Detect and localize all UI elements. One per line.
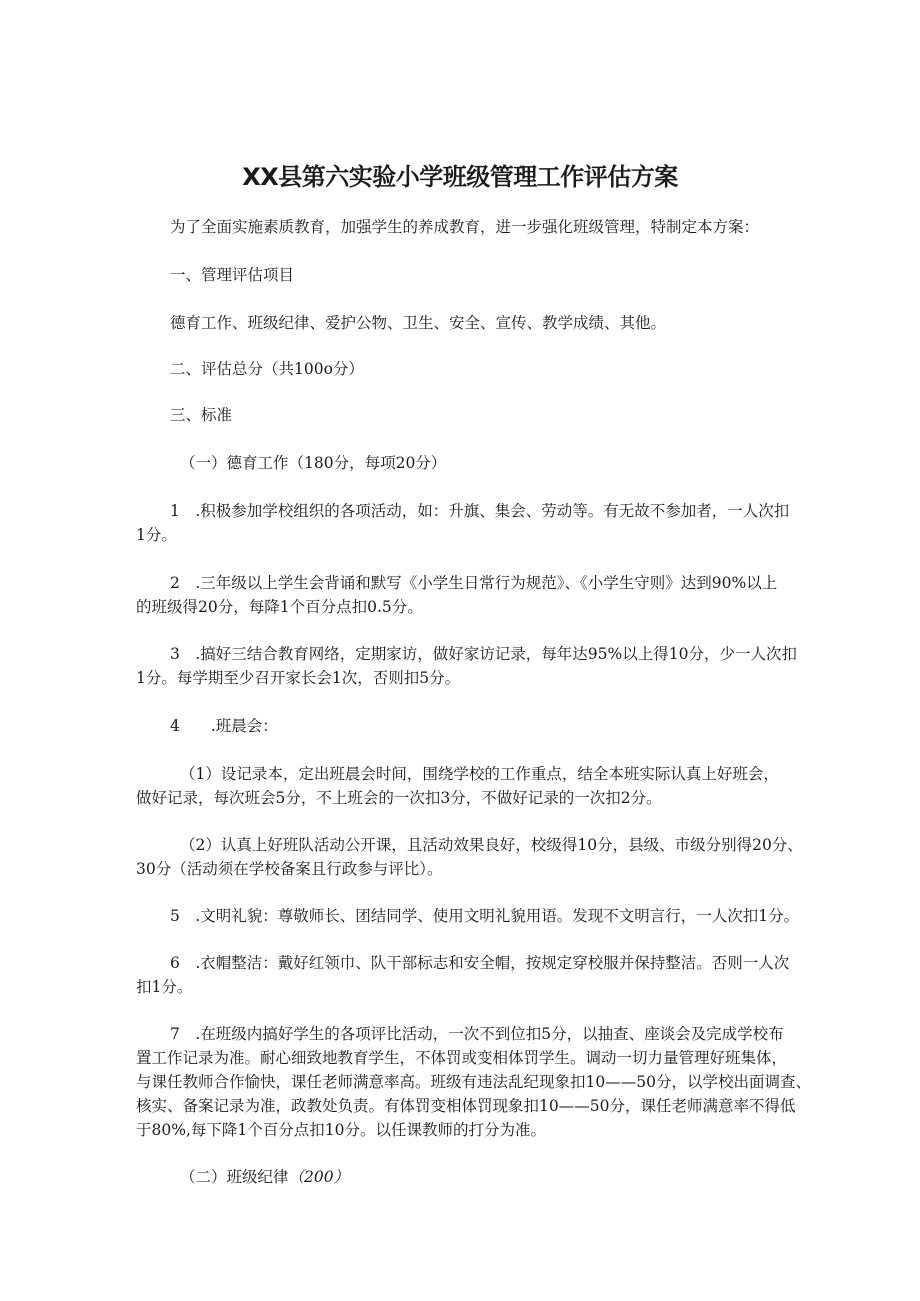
item-2-line-2: 的班级得20分，每降1个百分点扣0.5分。 xyxy=(136,598,423,616)
item-4-2 xyxy=(136,833,804,881)
item-3-line-1: 3 .搞好三结合教育网络，定期家访，做好家访记录，每年达95%以上得10分，少一人次扣 xyxy=(170,645,797,663)
item-6-line-2: 扣1分。 xyxy=(136,978,193,996)
item-7-line-3: 与课任教师合作愉快，课任老师满意率高。班级有违法乱纪现象扣10——50分，以学校出面调查、 xyxy=(136,1073,811,1091)
section-1-heading: 一、管理评估项目 xyxy=(170,266,295,284)
item-3-line-2: 1分。每学期至少召开家长会1次，否则扣5分。 xyxy=(136,669,461,687)
section-3-heading: 三、标准 xyxy=(170,406,233,424)
subsection-1-heading: （一）德育工作（180分，每项20分） xyxy=(180,454,447,472)
item-1-line-1: 1 .积极参加学校组织的各项活动，如：升旗、集会、劳动等。有无故不参加者，一人次扣 xyxy=(170,502,790,520)
intro-paragraph: 为了全面实施素质教育，加强学生的养成教育，进一步强化班级管理，特制定本方案： xyxy=(170,218,760,236)
section-1-items: 德育工作、班级纪律、爱护公物、卫生、安全、宣传、教学成绩、其他。 xyxy=(170,314,667,332)
item-7 xyxy=(136,1022,811,1142)
subsection-2-heading xyxy=(180,1165,349,1189)
subsection-2-heading-text: （二）班级纪律 xyxy=(180,1168,289,1186)
item-6 xyxy=(136,951,794,999)
item-4-1-line-2: 做好记录，每次班会5分，不上班会的一次扣3分，不做好记录的一次扣2分。 xyxy=(136,789,662,807)
item-7-line-5: 于80%,每下降1个百分点扣10分。以任课教师的打分为准。 xyxy=(136,1121,546,1139)
item-4-2-line-2: 30分（活动须在学校备案且行政参与评比）。 xyxy=(136,860,443,878)
item-1-line-2: 1分。 xyxy=(136,526,177,544)
document-title: XX县第六实验小学班级管理工作评估方案 xyxy=(242,163,678,191)
item-6-line-1: 6 .衣帽整洁：戴好红领巾、队干部标志和安全帽，按规定穿校服并保持整洁。否则一人次 xyxy=(170,954,790,972)
item-4-2-line-1: （2）认真上好班队活动公开课，且活动效果良好，校级得10分，县级、市级分别得20分、 xyxy=(180,836,803,854)
item-1 xyxy=(136,499,794,547)
item-2-line-1: 2 .三年级以上学生会背诵和默写《小学生日常行为规范》、《小学生守则》达到90%以上 xyxy=(170,574,778,592)
item-3 xyxy=(136,642,797,690)
item-4: 4 .班晨会： xyxy=(170,717,278,735)
subsection-2-heading-score: （200） xyxy=(288,1168,350,1186)
item-7-line-1: 7 .在班级内搞好学生的各项评比活动，一次不到位扣5分，以抽查、座谈会及完成学校布 xyxy=(170,1025,784,1043)
item-4-1-line-1: （1）设记录本，定出班晨会时间，围绕学校的工作重点，结全本班实际认真上好班会， xyxy=(180,765,779,783)
section-2-heading: 二、评估总分（共100o分） xyxy=(170,360,364,378)
item-4-1 xyxy=(136,762,804,810)
item-5: 5 .文明礼貌：尊敬师长、团结同学、使用文明礼貌用语。发现不文明言行，一人次扣1分。 xyxy=(170,907,800,925)
item-7-line-2: 置工作记录为准。耐心细致地教育学生，不体罚或变相体罚学生。调动一切力量管理好班集体， xyxy=(136,1049,788,1067)
item-7-line-4: 核实、备案记录为准，政教处负责。有体罚变相体罚现象扣10——50分，课任老师满意率不得低 xyxy=(136,1097,796,1115)
item-2 xyxy=(136,571,794,619)
